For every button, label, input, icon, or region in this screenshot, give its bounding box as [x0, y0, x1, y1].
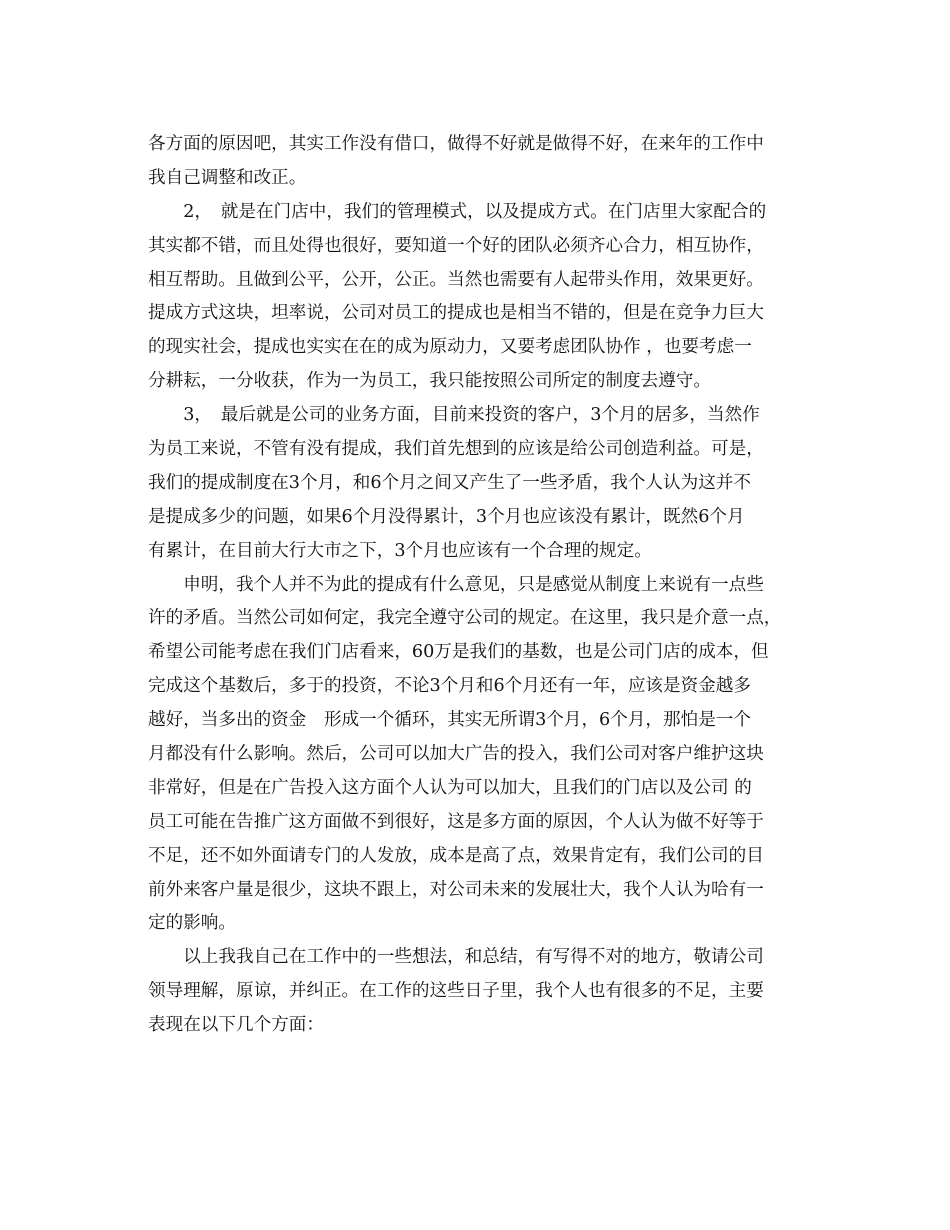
text-line: 希望公司能考虑在我们门店看来，60万是我们的基数，也是公司门店的成本，但 — [148, 642, 769, 663]
text-line: 提成方式这块，坦率说，公司对员工的提成也是相当不错的，但是在竞争力巨大 — [148, 303, 764, 324]
text-line: 我们的提成制度在3个月，和6个月之间又产生了一些矛盾，我个人认为这并不 — [148, 472, 751, 493]
text-line: 定的影响。 — [148, 913, 236, 934]
text-line: 申明，我个人并不为此的提成有什么意见，只是感觉从制度上来说有一点些 — [148, 574, 764, 595]
text-line: 各方面的原因吧，其实工作没有借口，做得不好就是做得不好，在来年的工作中 — [148, 134, 764, 154]
text-line: 有累计，在目前大行大市之下，3个月也应该有一个合理的规定。 — [148, 540, 652, 561]
text-line: 月都没有什么影响。然后，公司可以加大广告的投入，我们公司对客户维护这块 — [148, 744, 764, 765]
text-line: 其实都不错，而且处得也很好，要知道一个好的团队必须齐心合力，相互协作， — [148, 235, 764, 256]
text-line: 3， 最后就是公司的业务方面，目前来投资的客户，3个月的居多，当然作 — [148, 405, 760, 426]
text-line: 表现在以下几个方面： — [148, 1015, 324, 1036]
text-line: 前外来客户量是很少，这块不跟上，对公司未来的发展壮大，我个人认为哈有一 — [148, 879, 764, 900]
text-line: 非常好，但是在广告投入这方面个人认为可以加大，且我们的门店以及公司 的 — [148, 777, 752, 798]
text-line: 的现实社会，提成也实实在在的成为原动力，又要考虑团队协作 ，也要考虑一 — [148, 337, 752, 358]
text-line: 2， 就是在门店中，我们的管理模式，以及提成方式。在门店里大家配合的 — [148, 201, 767, 222]
text-line: 员工可能在告推广这方面做不到很好，这是多方面的原因，个人认为做不好等于 — [148, 811, 764, 832]
text-line: 许的矛盾。当然公司如何定，我完全遵守公司的规定。在这里，我只是介意一点， — [148, 608, 782, 629]
text-line: 越好，当多出的资金 形成一个循环，其实无所谓3个月，6个月，那怕是一个 — [148, 710, 751, 731]
text-line: 为员工来说，不管有没有提成，我们首先想到的应该是给公司创造利益。可是， — [148, 439, 764, 460]
document-body — [148, 128, 808, 1043]
text-line: 是提成多少的问题，如果6个月没得累计，3个月也应该没有累计，既然6个月 — [148, 506, 745, 527]
text-line: 完成这个基数后，多于的投资，不论3个月和6个月还有一年，应该是资金越多 — [148, 676, 751, 697]
text-line: 领导理解，原谅，并纠正。在工作的这些日子里，我个人也有很多的不足，主要 — [148, 981, 764, 1002]
text-line: 相互帮助。且做到公平，公开，公正。当然也需要有人起带头作用，效果更好。 — [148, 269, 764, 290]
text-line: 我自己调整和改正。 — [148, 167, 307, 188]
text-line: 不足，还不如外面请专门的人发放，成本是高了点，效果肯定有，我们公司的目 — [148, 845, 764, 866]
text-line: 分耕耘，一分收获，作为一为员工，我只能按照公司所定的制度去遵守。 — [148, 371, 712, 392]
text-line: 以上我我自己在工作中的一些想法，和总结，有写得不对的地方，敬请公司 — [148, 947, 764, 968]
